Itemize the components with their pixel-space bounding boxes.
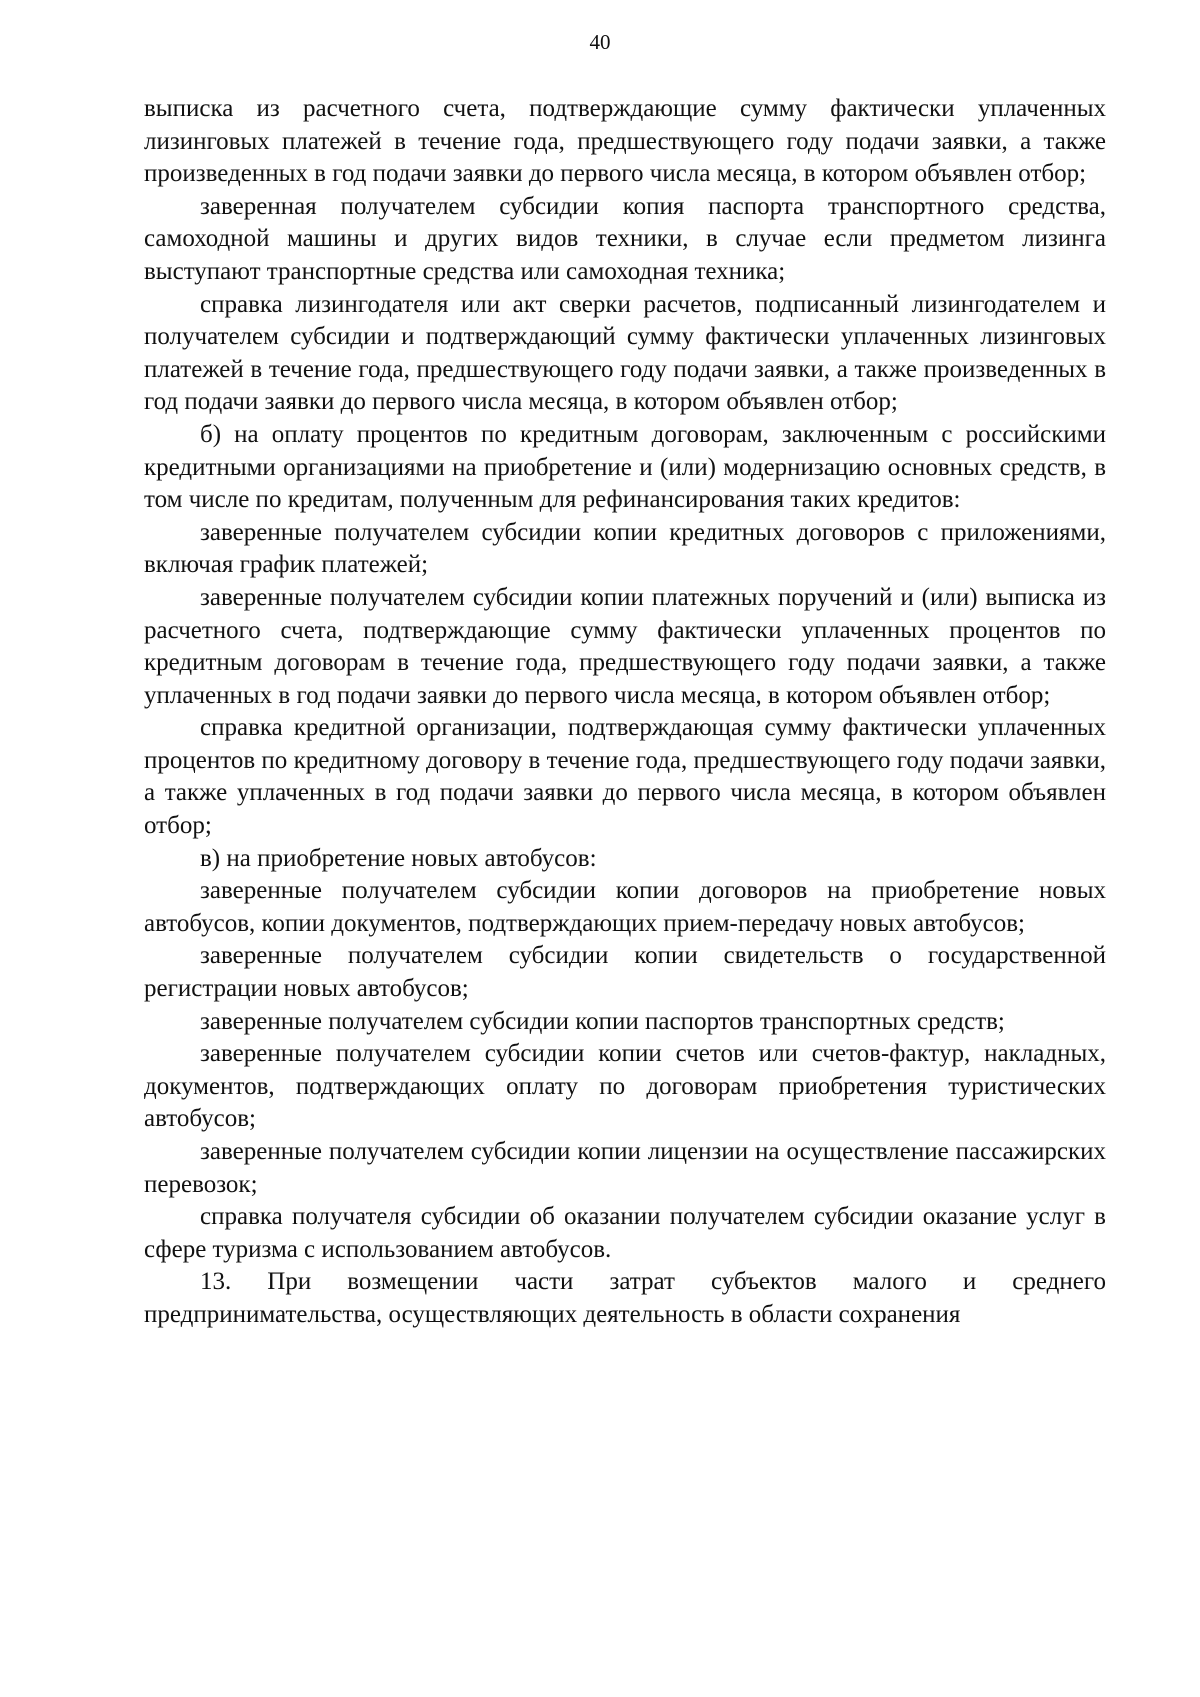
- paragraph-invoices-copies: заверенные получателем субсидии копии счетов или счетов-фактур, накладных, документов, подтверждающих оплату по договорам приобретения туристических автобусов;: [144, 1040, 1106, 1133]
- paragraph-lease-bank-statement: выписка из расчетного счета, подтверждающие сумму фактически уплаченных лизинговых платежей в течение года, предшествующего году подачи заявки, а также произведенных в год подачи заявки до первого числа месяца, в котором объявлен отбор;: [144, 95, 1106, 188]
- paragraph-vehicle-passport-copy: заверенная получателем субсидии копия паспорта транспортного средства, самоходной машины и других видов техники, в случае если предметом лизинга выступают транспортные средства или самоходная техника;: [144, 192, 1106, 285]
- document-body: [144, 93, 1106, 1332]
- paragraph-credit-org-certificate: справка кредитной организации, подтверждающая сумму фактически уплаченных процентов по кредитному договору в течение года, предшествующего году подачи заявки, а также уплаченных в год подачи заявки до первого числа месяца, в котором объявлен отбор;: [144, 714, 1106, 840]
- paragraph-section-13: 13. При возмещении части затрат субъектов малого и среднего предпринимательства, осуществляющих деятельность в области сохранения: [144, 1268, 1106, 1328]
- paragraph-loan-interest-heading: б) на оплату процентов по кредитным договорам, заключенным с российскими кредитными организациями на приобретение и (или) модернизацию основных средств, в том числе по кредитам, полученным для рефинансирования таких кредитов:: [144, 420, 1106, 514]
- page-number: 40: [589, 30, 611, 54]
- paragraph-tourism-services-certificate: справка получателя субсидии об оказании получателем субсидии оказание услуг в сфере туризма с использованием автобусов.: [144, 1203, 1106, 1263]
- paragraph-payment-orders-copies: заверенные получателем субсидии копии платежных поручений и (или) выписка из расчетного счета, подтверждающие сумму фактически уплаченных процентов по кредитным договорам в течение года, предшествующего году подачи заявки, а также уплаченных в год подачи заявки до первого числа месяца, в котором объявлен отбор;: [144, 583, 1106, 709]
- paragraph-bus-registration-certificates: заверенные получателем субсидии копии свидетельств о государственной регистрации новых автобусов;: [144, 942, 1106, 1003]
- paragraph-license-copy: заверенные получателем субсидии копии лицензии на осуществление пассажирских перевозок;: [144, 1138, 1106, 1198]
- paragraph-loan-agreement-copies: заверенные получателем субсидии копии кредитных договоров с приложениями, включая график платежей;: [144, 518, 1106, 579]
- paragraph-lessor-certificate: справка лизингодателя или акт сверки расчетов, подписанный лизингодателем и получателем субсидии и подтверждающий сумму фактически уплаченных лизинговых платежей в течение года, предшествующего году подачи заявки, а также произведенных в год подачи заявки до первого числа месяца, в котором объявлен отбор;: [144, 290, 1106, 416]
- paragraph-new-buses-heading: в) на приобретение новых автобусов:: [200, 844, 597, 872]
- paragraph-bus-purchase-contracts: заверенные получателем субсидии копии договоров на приобретение новых автобусов, копии документов, подтверждающих прием-передачу новых автобусов;: [144, 877, 1106, 937]
- paragraph-vehicle-passports: заверенные получателем субсидии копии паспортов транспортных средств;: [200, 1007, 1005, 1035]
